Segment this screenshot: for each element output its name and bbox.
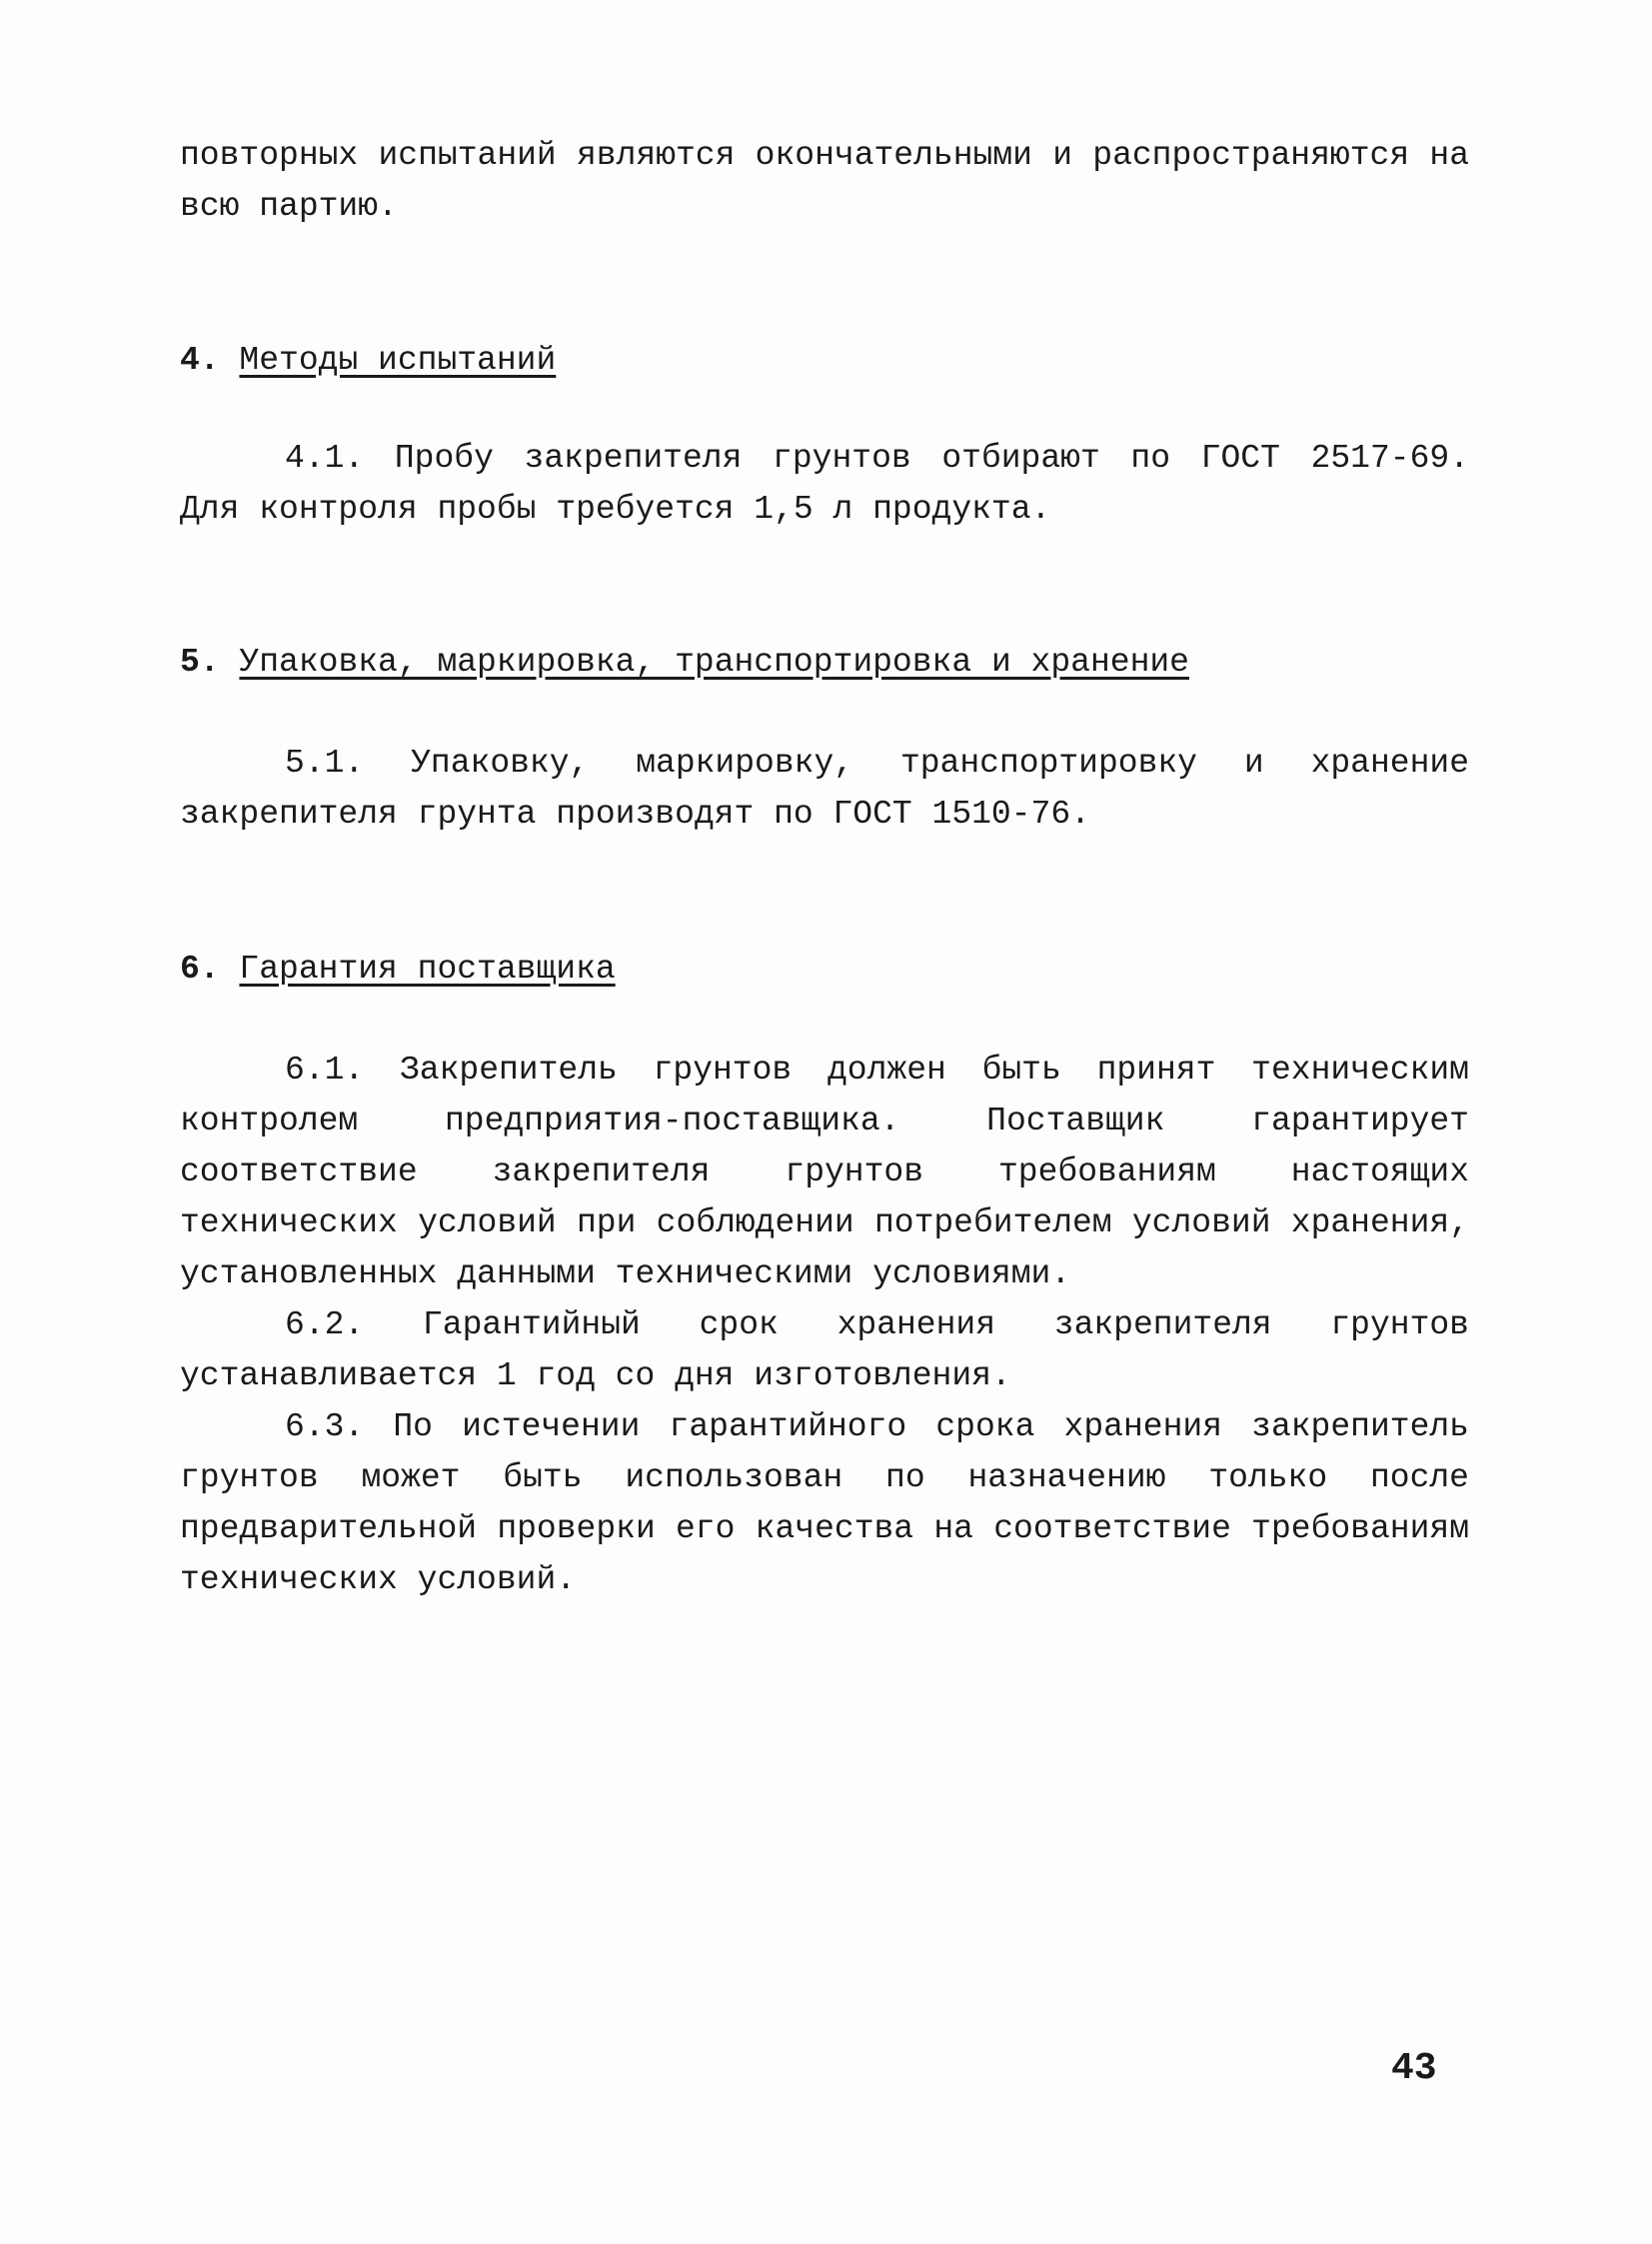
- section-6-body: [180, 1045, 1469, 1605]
- section-5-number: 5.: [180, 644, 220, 681]
- section-6-heading: [180, 944, 616, 995]
- intro-text: повторных испытаний являются окончательными и распространяются на всю партию.: [180, 137, 1469, 225]
- clause-6-1: 6.1. Закрепитель грунтов должен быть принят техническим контролем предприятия-поставщика. Поставщик гарантирует соответствие закрепителя грунтов требованиям настоящих технических условий при соблюдении потребителем условий хранения, установленных данными техническими условиями.: [180, 1052, 1469, 1292]
- section-4-body: [180, 433, 1469, 535]
- clause-6-2: 6.2. Гарантийный срок хранения закрепителя грунтов устанавливается 1 год со дня изготовления.: [180, 1306, 1469, 1394]
- page-number: 43: [1391, 2047, 1437, 2090]
- section-4-heading: [180, 335, 556, 386]
- section-5-body: [180, 738, 1469, 840]
- section-4-title: Методы испытаний: [239, 342, 557, 379]
- section-5-heading: [180, 637, 1189, 688]
- clause-5-1: 5.1. Упаковку, маркировку, транспортировку и хранение закрепителя грунта производят по ГОСТ 1510-76.: [180, 745, 1469, 833]
- intro-paragraph: [180, 130, 1469, 232]
- clause-6-3: 6.3. По истечении гарантийного срока хранения закрепитель грунтов может быть использован по назначению только после предварительной проверки его качества на соответствие требованиям технических условий.: [180, 1408, 1469, 1598]
- section-5-title: Упаковка, маркировка, транспортировка и хранение: [239, 644, 1189, 681]
- section-6-title: Гарантия поставщика: [239, 951, 616, 988]
- section-6-number: 6.: [180, 951, 220, 988]
- section-4-number: 4.: [180, 342, 220, 379]
- clause-4-1: 4.1. Пробу закрепителя грунтов отбирают по ГОСТ 2517-69. Для контроля пробы требуется 1,5 л продукта.: [180, 440, 1469, 528]
